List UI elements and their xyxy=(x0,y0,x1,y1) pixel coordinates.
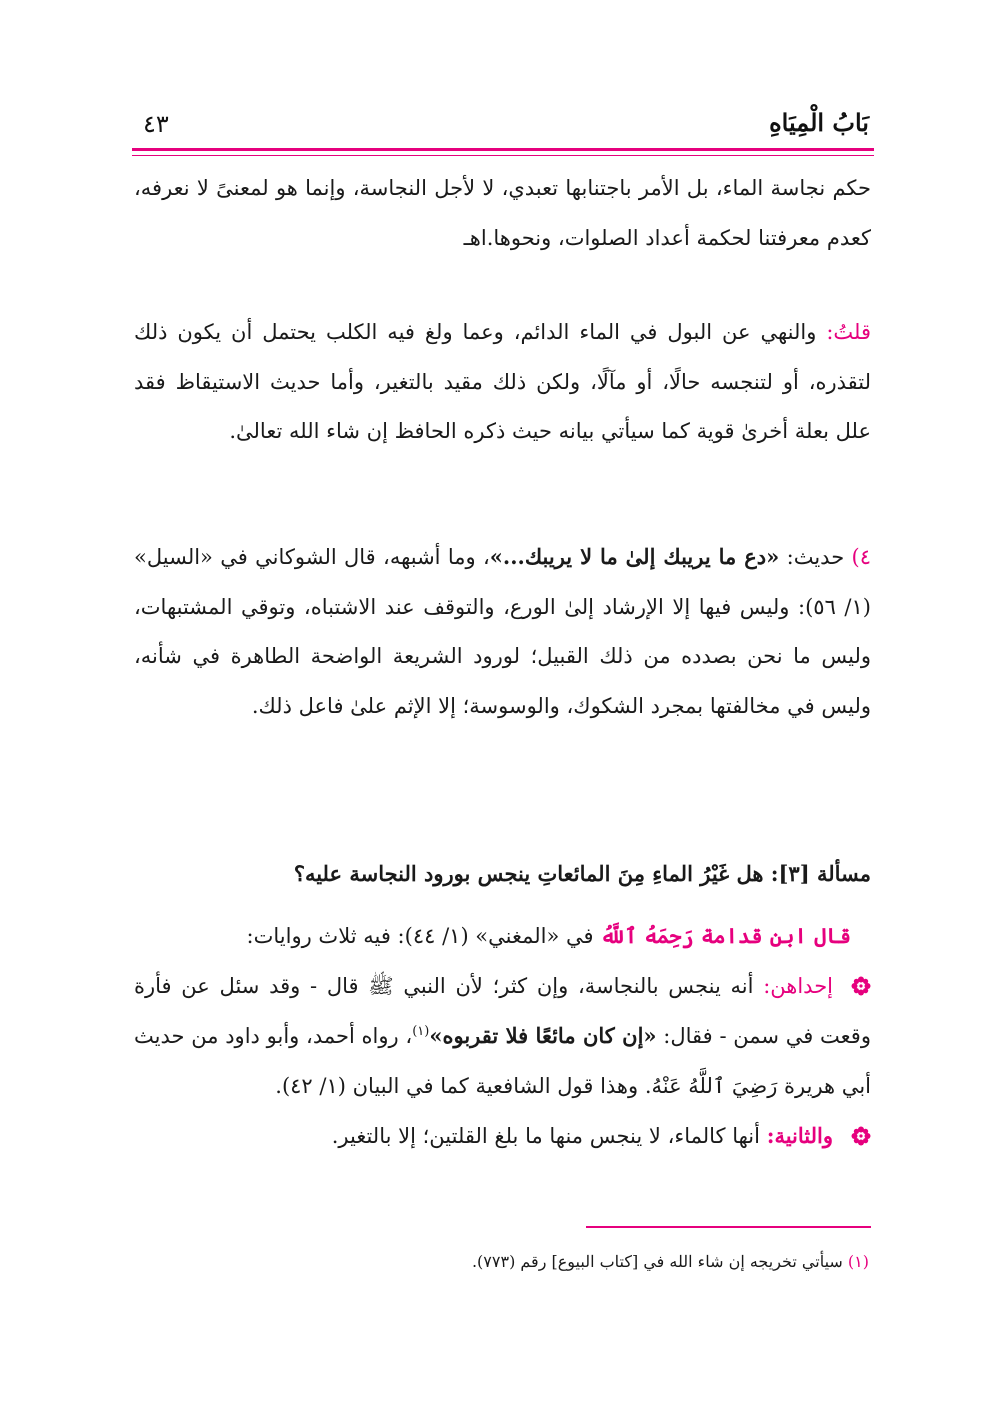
ibn-qudama-quote xyxy=(134,911,871,1162)
header-rule-thin xyxy=(132,155,874,156)
quote-intro-text: في «المغني» (١/ ٤٤): فيه ثلاث روايات: xyxy=(246,924,594,948)
point-text: ، وما أشبهه، قال الشوكاني في «السيل» (١/ ٥٦): وليس فيها إلا الإرشاد إلىٰ الورع، والتوقف عند الاشتباه، وتوقي المشتبهات، وليس ما نحن بصدده من ذلك القبيل؛ لورود الشريعة الواضحة الطاهرة في شأنه، وليس في مخالفتها بمجرد الشكوك، والوسوسة؛ إلا الإثم علىٰ فاعل ذلك. xyxy=(134,545,871,718)
point-lead: حديث: xyxy=(786,545,845,569)
header-rule-thick xyxy=(132,148,874,151)
item-first-text: أنه ينجس بالنجاسة، وإن كثر؛ لأن النبي ﷺ قال - وقد سئل عن فأرة وقعت في سمن - فقال: xyxy=(134,973,871,1048)
point-number: ٤) xyxy=(851,545,871,569)
question-heading: مسألة [٣]: هل غَيْرُ الماءِ مِنَ المائعاتِ ينجس بورود النجاسة عليه؟ xyxy=(293,861,871,886)
question-heading-block xyxy=(134,849,871,899)
chapter-title: بَابُ الْمِيَاهِ xyxy=(769,108,869,137)
paragraph-text: حكم نجاسة الماء، بل الأمر باجتنابها تعبدي، لا لأجل النجاسة، وإنما هو لمعنىً لا نعرفه، كعدم معرفتنا لحكمة أعداد الصلوات، ونحوها.اهـ xyxy=(134,176,871,250)
item-first-text-end: ، رواه أحمد، وأبو داود من حديث أبي هريرة رَضِيَ ٱللَّهُ عَنْهُ. وهذا قول الشافعية كما في البيان (١/ ٤٢). xyxy=(134,1024,871,1098)
item-first-label: إحداهن: xyxy=(763,973,834,998)
item-first-hadith: «إن كان مائعًا فلا تقربوه» xyxy=(429,1023,657,1048)
comment-text: والنهي عن البول في الماء الدائم، وعما ولغ فيه الكلب يحتمل أن يكون ذلك لتقذره، أو لتنجسه حالًا، أو مآلًا، ولكن ذلك مقيد بالتغير، وأما حديث الاستيقاظ فقد علل بعلة أخرىٰ قوية كما سيأتي بيانه حيث ذكره الحافظ إن شاء الله تعالىٰ. xyxy=(134,320,871,443)
item-second xyxy=(134,1111,871,1162)
item-second-text: أنها كالماء، لا ينجس منها ما بلغ القلتين؛ إلا بالتغير. xyxy=(331,1124,760,1148)
item-first xyxy=(134,962,871,1112)
item-second-label: والثانية: xyxy=(766,1123,833,1148)
footnote xyxy=(472,1252,869,1271)
hadith-quote: «دع ما يريبك إلىٰ ما لا يريبك...» xyxy=(489,544,780,569)
footnote-ref[interactable]: (١) xyxy=(412,1024,430,1039)
footnote-separator xyxy=(586,1226,871,1228)
footnote-number: (١) xyxy=(847,1252,869,1271)
footnote-text: سيأتي تخريجه إن شاء الله في [كتاب البيوع] رقم (٧٧٣). xyxy=(471,1252,843,1271)
page-number: ٤٣ xyxy=(143,110,169,138)
numbered-point-4 xyxy=(134,532,871,731)
flower-bullet-icon xyxy=(851,976,871,996)
author-comment xyxy=(134,308,871,457)
quote-speaker: قال ابن قدامة رَحِمَهُ ٱللَّهُ xyxy=(600,923,851,948)
flower-bullet-icon xyxy=(851,1126,871,1146)
continued-paragraph xyxy=(134,164,871,263)
comment-label: قلتُ: xyxy=(826,320,871,344)
